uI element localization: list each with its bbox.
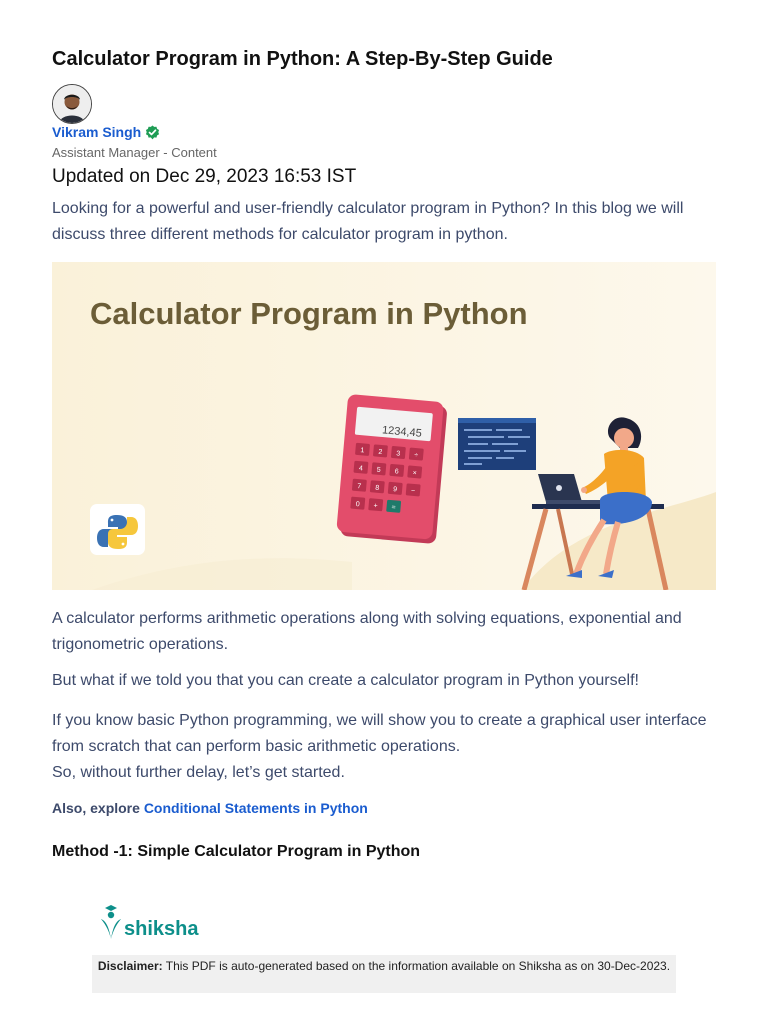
calculator-key-label: 8 bbox=[374, 484, 380, 492]
calculator-key-label: 6 bbox=[394, 468, 399, 476]
author-row bbox=[52, 124, 160, 140]
python-logo-icon bbox=[90, 504, 145, 555]
paragraph-gui-line: If you know basic Python programming, we will show you to create a graphical user interface from scratch that can perform basic arithmetic operations. bbox=[52, 712, 707, 755]
updated-timestamp: Updated on Dec 29, 2023 16:53 IST bbox=[52, 166, 357, 187]
hero-banner bbox=[52, 262, 716, 590]
author-name[interactable]: Vikram Singh bbox=[52, 124, 142, 140]
intro-paragraph: Looking for a powerful and user-friendly calculator program in Python? In this blog we will discuss three different methods for calculator program in python. bbox=[52, 200, 684, 243]
calculator-key-label: = bbox=[391, 504, 396, 512]
disclaimer-label: Disclaimer: bbox=[97, 959, 163, 973]
calculator-key-label: 7 bbox=[356, 483, 362, 491]
also-explore-row bbox=[52, 800, 368, 816]
calculator-key-label: 1 bbox=[360, 447, 365, 455]
paragraph-gui-intro bbox=[52, 708, 722, 786]
conditional-statements-link[interactable]: Conditional Statements in Python bbox=[143, 800, 368, 816]
calculator-key-label: ÷ bbox=[413, 451, 419, 460]
calculator-key-label: + bbox=[373, 502, 378, 510]
calculator-key-label: 0 bbox=[355, 500, 360, 509]
calculator-key-label: 9 bbox=[392, 486, 398, 494]
shiksha-logo[interactable] bbox=[100, 905, 198, 941]
paragraph-lets-start: So, without further delay, let’s get started. bbox=[52, 764, 345, 781]
paragraph-create-calculator: But what if we told you that you can create a calculator program in Python yourself! bbox=[52, 672, 639, 689]
paragraph-calculator-definition: A calculator performs arithmetic operations along with solving equations, exponential and trigonometric operations. bbox=[52, 610, 682, 653]
calculator-key-label: 5 bbox=[376, 466, 381, 475]
calculator-key-label: 2 bbox=[378, 448, 383, 457]
calculator-illustration bbox=[336, 394, 448, 544]
calculator-key-label: 3 bbox=[395, 450, 401, 458]
code-window-illustration bbox=[458, 418, 536, 470]
method-heading: Method -1: Simple Calculator Program in Python bbox=[52, 843, 421, 860]
disclaimer-text: This PDF is auto-generated based on the information available on Shiksha as on 30-Dec-2023. bbox=[165, 959, 671, 973]
shiksha-logo-icon bbox=[100, 905, 122, 941]
avatar-image bbox=[53, 85, 91, 123]
also-explore-label: Also, explore bbox=[52, 800, 140, 816]
calculator-key-label: − bbox=[410, 487, 416, 496]
disclaimer-box bbox=[92, 955, 676, 993]
calculator-key-label: × bbox=[412, 469, 417, 478]
calculator-display-value: 1234,45 bbox=[381, 424, 423, 440]
hero-title: Calculator Program in Python bbox=[90, 296, 528, 331]
verified-badge-icon bbox=[145, 125, 160, 140]
calculator-key-label: 4 bbox=[358, 465, 364, 473]
article-title: Calculator Program in Python: A Step-By-Step Guide bbox=[52, 48, 553, 70]
author-avatar[interactable] bbox=[52, 84, 92, 124]
shiksha-logo-text: shiksha bbox=[124, 918, 199, 940]
author-role: Assistant Manager - Content bbox=[52, 145, 217, 160]
